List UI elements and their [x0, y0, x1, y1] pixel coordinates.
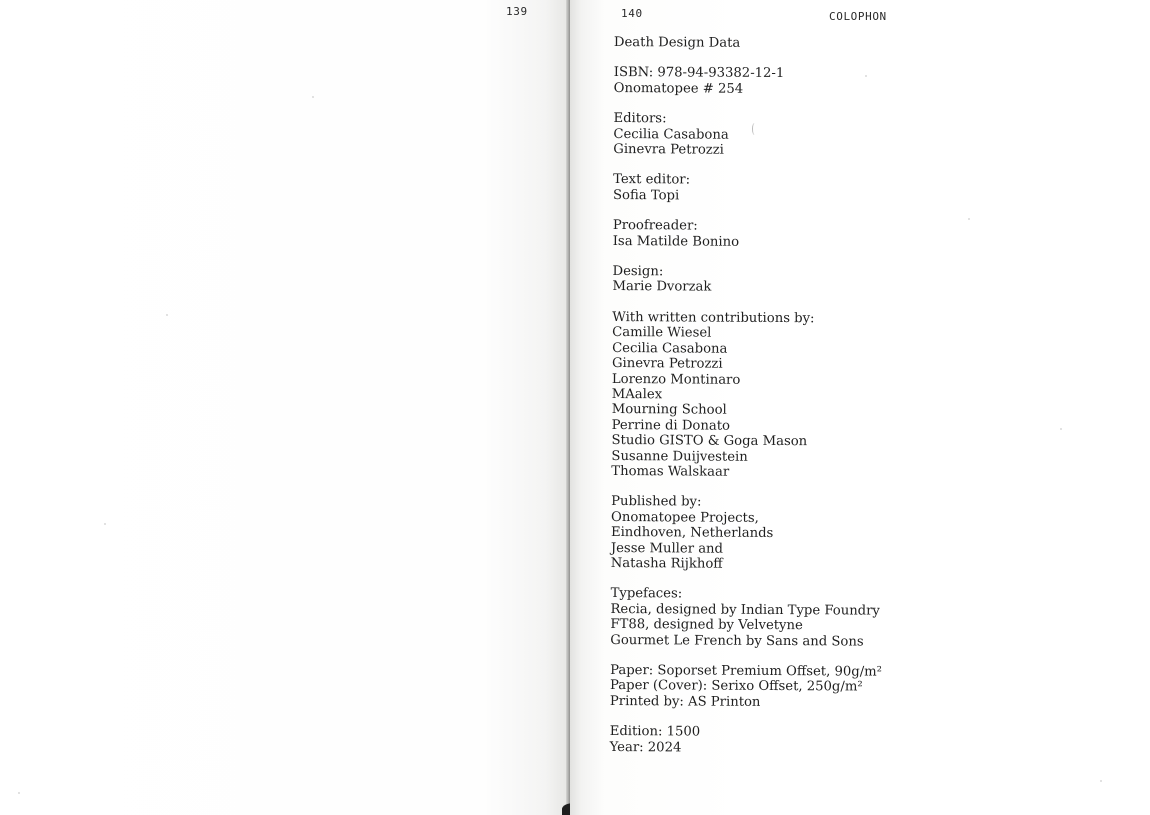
contributor-name: Thomas Walskaar [611, 463, 730, 480]
typefaces-block [610, 586, 930, 650]
design-block [612, 264, 932, 297]
contributor-name: Ginevra Petrozzi [611, 356, 723, 372]
isbn-block [614, 65, 934, 98]
contributor-name: Mourning School [611, 402, 727, 419]
text-editor-name: Sofia Topi [612, 187, 680, 204]
paper-speck [18, 792, 20, 794]
typeface-line: Recia, designed by Indian Type Foundry [610, 601, 880, 619]
paper-speck [312, 96, 314, 98]
isbn: ISBN: 978-94-93382-12-1 [613, 65, 785, 82]
typeface-line: FT88, designed by Velvetyne [610, 617, 803, 634]
contributions-block [611, 310, 932, 481]
publisher-line: Jesse Muller and [610, 540, 724, 557]
year-line: Year: 2024 [609, 739, 682, 756]
paper-speck [1060, 428, 1062, 430]
text-editor-label: Text editor: [613, 172, 691, 188]
colophon-text [610, 35, 934, 772]
typefaces-label: Typefaces: [610, 586, 683, 602]
publisher-line: Natasha Rijkhoff [610, 555, 723, 572]
edition-block [610, 724, 930, 757]
cover-paper-line: Paper (Cover): Serixo Offset, 250g/m² [609, 678, 863, 695]
contributor-name: Lorenzo Montinaro [611, 371, 741, 388]
proofreader-block [613, 218, 933, 251]
paper-speck [166, 314, 168, 316]
contributor-name: Susanne Duijvestein [611, 448, 748, 465]
publisher-line: Onomatopee Projects, [611, 509, 759, 526]
paper-speck [1100, 780, 1102, 782]
text-editor-block [613, 172, 933, 205]
typeface-line: Gourmet Le French by Sans and Sons [610, 632, 864, 650]
proofreader-label: Proofreader: [612, 218, 698, 234]
editors-block [613, 111, 933, 159]
contributor-name: Camille Wiesel [612, 325, 712, 341]
design-label: Design: [612, 264, 664, 280]
designer-name: Marie Dvorzak [612, 279, 712, 296]
editors-label: Editors: [613, 111, 667, 127]
contributor-name: MAalex [611, 386, 663, 403]
left-page [0, 0, 568, 815]
published-by-label: Published by: [611, 494, 702, 510]
publisher-line: Eindhoven, Netherlands [610, 525, 774, 542]
editor-name: Ginevra Petrozzi [613, 142, 724, 158]
production-block [610, 663, 930, 711]
proofreader-name: Isa Matilde Bonino [612, 233, 740, 250]
publisher-number: Onomatopee # 254 [613, 80, 744, 97]
edition-line: Edition: 1500 [609, 724, 701, 740]
contributor-name: Cecilia Casabona [612, 340, 728, 357]
running-head: COLOPHON [829, 10, 887, 23]
paper-speck [104, 523, 106, 525]
title-block [614, 35, 934, 52]
editor-name: Cecilia Casabona [613, 126, 729, 143]
right-page-number: 140 [621, 7, 643, 20]
paper-speck [968, 218, 970, 220]
left-page-number: 139 [506, 5, 528, 18]
printer-line: Printed by: AS Printon [609, 693, 761, 710]
contributor-name: Studio GISTO & Goga Mason [611, 433, 808, 450]
contributor-name: Perrine di Donato [611, 417, 731, 434]
book-title: Death Design Data [613, 35, 741, 51]
paper-line: Paper: Soporset Premium Offset, 90g/m² [610, 662, 883, 680]
published-by-block [611, 494, 931, 573]
contributions-label: With written contributions by: [612, 309, 815, 327]
